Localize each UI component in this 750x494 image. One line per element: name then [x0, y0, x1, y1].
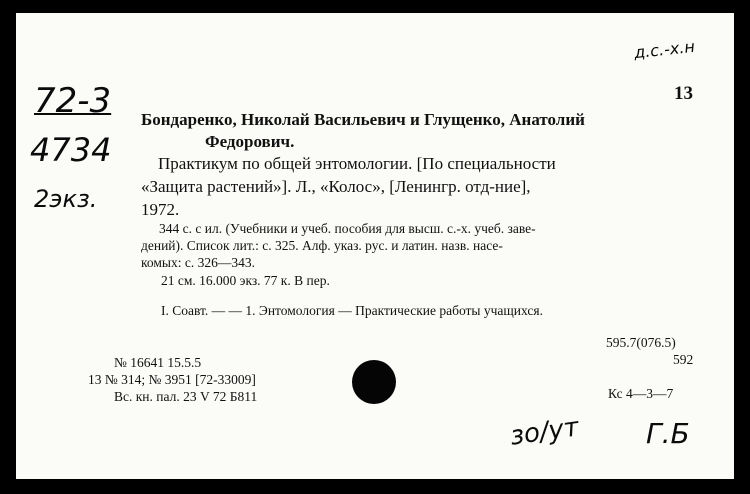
registration-line-1: № 16641 15.5.5	[114, 355, 202, 370]
description-line-4: 21 см. 16.000 экз. 77 к. В пер.	[161, 273, 330, 288]
registration-line-2: 13 № 314; № 3951 [72-33009]	[88, 372, 256, 387]
catalog-card	[16, 13, 734, 479]
subject-headings: I. Соавт. — — 1. Энтомология — Практические работы учащихся.	[161, 303, 543, 318]
handwritten-call-number-bottom: 4734	[30, 131, 112, 169]
handwritten-initials: Г.Б	[646, 417, 690, 450]
class-number-2: 592	[673, 352, 694, 367]
card-number: 13	[674, 83, 693, 104]
author-line-1: Бондаренко, Николай Васильевич и Глущенко, Анатолий	[141, 110, 585, 129]
kc-number: Кс 4—3—7	[608, 386, 674, 401]
handwritten-top-right-note: д.с.-х.н	[633, 36, 696, 63]
description-line-1: 344 с. с ил. (Учебники и учеб. пособия для высш. с.-х. учеб. заве-	[159, 221, 536, 236]
author-line-2: Федорович.	[205, 132, 295, 151]
description-line-3: комых: с. 326—343.	[141, 255, 255, 270]
handwritten-call-number-top: 72-3	[34, 81, 112, 121]
title-line-1: Практикум по общей энтомологии. [По специальности	[158, 154, 556, 173]
title-line-2: «Защита растений»]. Л., «Колос», [Ленингр. отд-ние],	[141, 177, 531, 196]
registration-line-3: Вс. кн. пал. 23 V 72 Б811	[114, 389, 258, 404]
punch-hole	[352, 360, 396, 404]
class-number: 595.7(076.5)	[606, 335, 676, 350]
publication-year: 1972.	[141, 200, 180, 219]
handwritten-copies: 2экз.	[34, 185, 98, 213]
handwritten-signature: зо/ут	[508, 412, 581, 452]
description-line-2: дений). Список лит.: с. 325. Алф. указ. рус. и латин. назв. насе-	[141, 238, 503, 253]
